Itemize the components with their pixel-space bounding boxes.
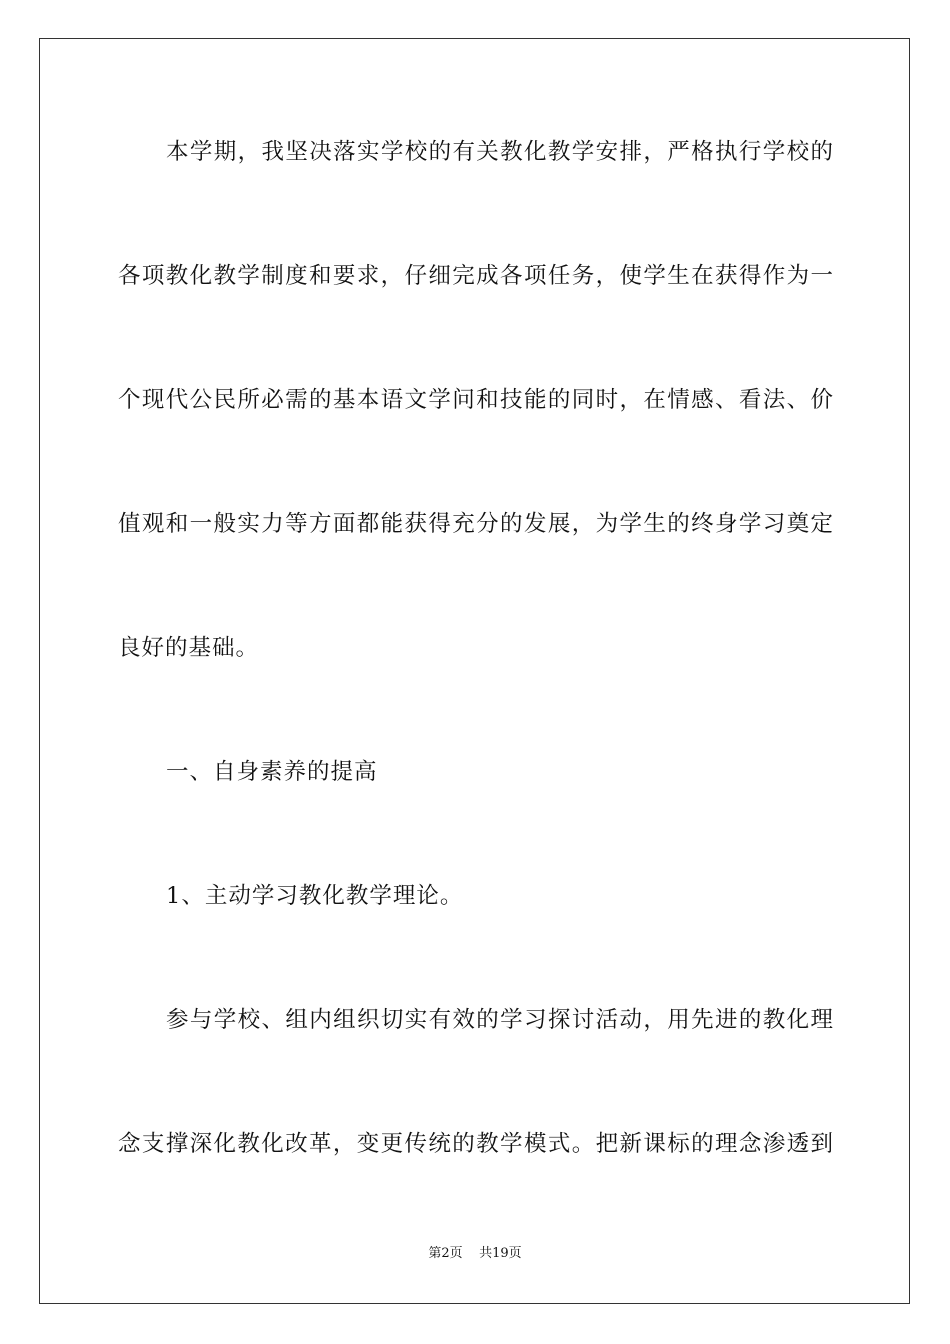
section-heading: 一、自身素养的提高 — [166, 759, 378, 785]
paragraph-line-1: 本学期，我坚决落实学校的有关教化教学安排，严格执行学校的 — [166, 139, 834, 165]
paragraph-line-5: 良好的基础。 — [118, 635, 260, 661]
paragraph-line-6: 参与学校、组内组织切实有效的学习探讨活动，用先进的教化理 — [166, 1007, 834, 1033]
subsection-heading: 1、主动学习教化教学理论。 — [166, 883, 464, 909]
page-number-footer: 第2页 共19页 — [428, 1246, 522, 1261]
paragraph-line-3: 个现代公民所必需的基本语文学问和技能的同时，在情感、看法、价 — [118, 387, 834, 413]
page-border — [39, 38, 910, 1304]
paragraph-line-7: 念支撑深化教化改革，变更传统的教学模式。把新课标的理念渗透到 — [118, 1131, 834, 1157]
paragraph-line-2: 各项教化教学制度和要求，仔细完成各项任务，使学生在获得作为一 — [118, 263, 834, 289]
paragraph-line-4: 值观和一般实力等方面都能获得充分的发展，为学生的终身学习奠定 — [118, 511, 834, 537]
